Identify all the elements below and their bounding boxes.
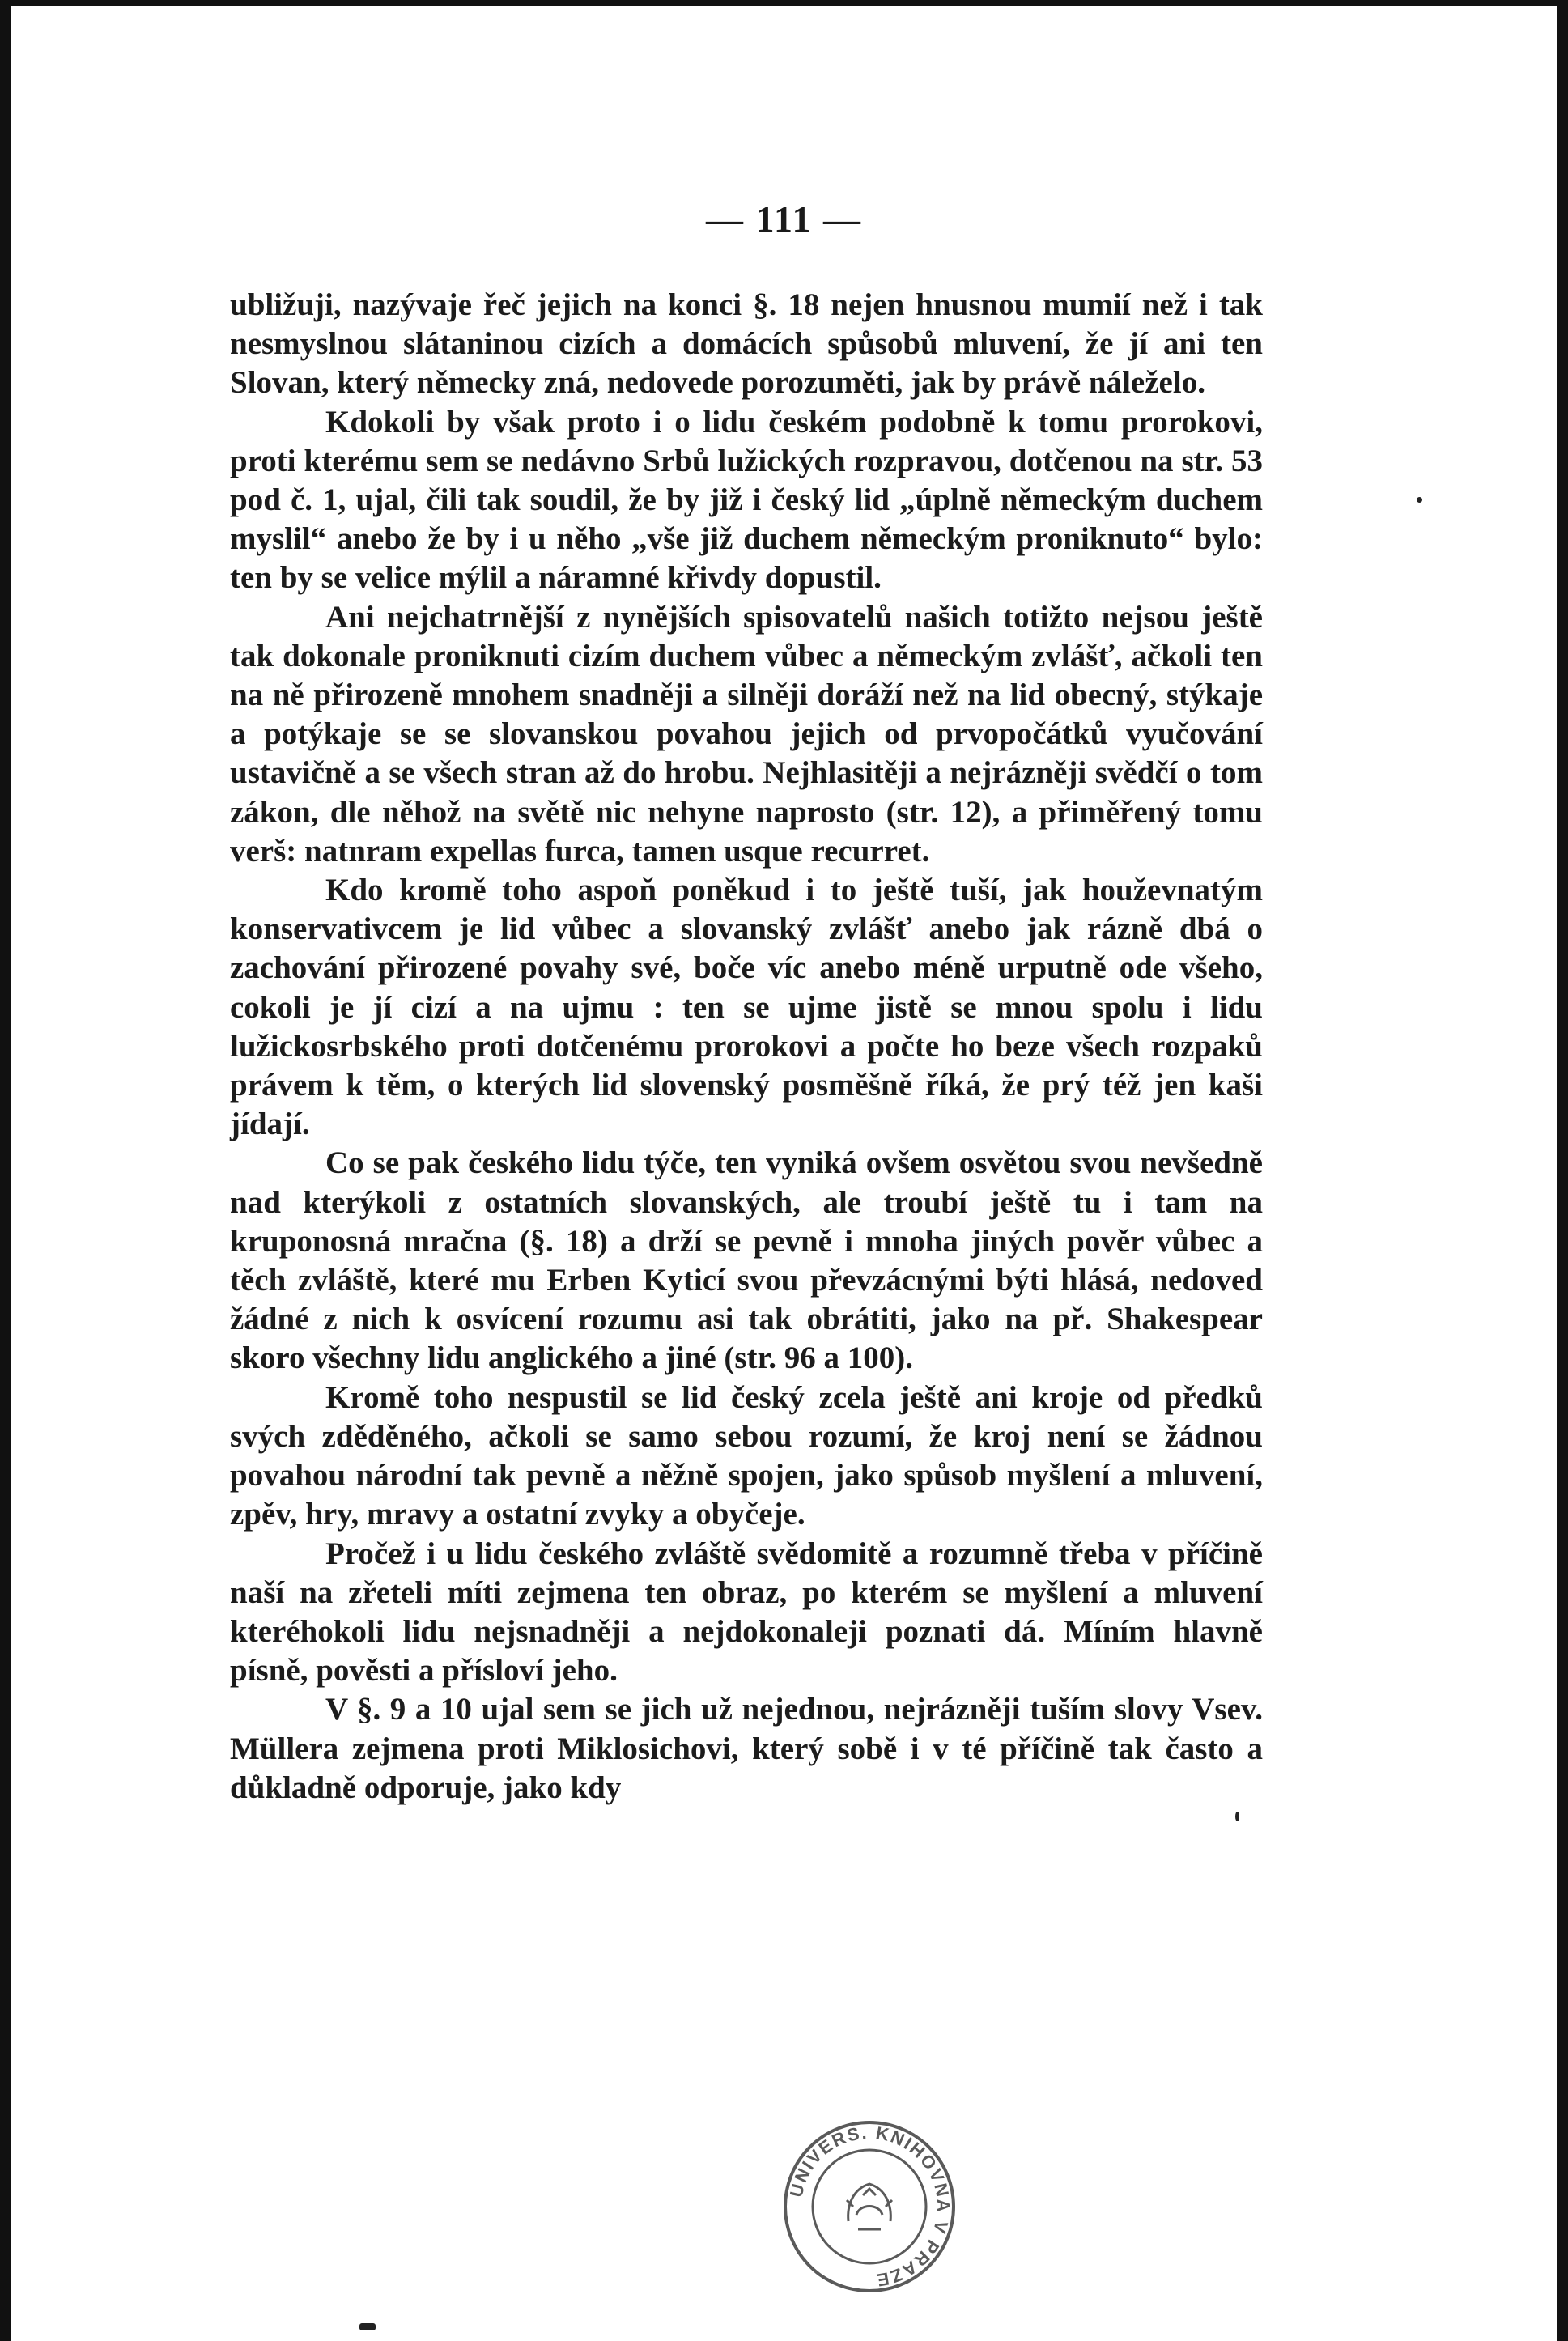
paragraph-3: Ani nejchatrnější z nynějších spisovatelů našich totižto nejsou ještě tak dokonale proniknuti cizím duchem vůbec a německým zvlášť, ačkoli ten na ně přirozeně mnohem snadněji a silněji doráží než na lid obecný, stýkaje a potýkaje se se slovanskou povahou jejich od prvopočátků vyučování ustavičně a se všech stran až do hrobu. Nejhlasitěji a nejrázněji svědčí o tom zákon, dle něhož na světě nic nehyne naprosto (str. 12), a přiměřený tomu verš: natnram expellas furca, tamen usque recurret.	[230, 599, 1263, 869]
dust-speck	[1235, 1812, 1239, 1821]
paragraph-7: Pročež i u lidu českého zvláště svědomitě a rozumně třeba v příčině naší na zřeteli míti zejmena ten obraz, po kterém se myšlení a mluvení kteréhokoli lidu nejsnadněji a nejdokonaleji poznati dá. Míním hlavně písně, pověsti a přísloví jeho.	[230, 1536, 1263, 1689]
page-number: — 111 —	[706, 198, 862, 240]
paragraph-6: Kromě toho nespustil se lid český zcela ještě ani kroje od předků svých zděděného, ačkoli se samo sebou rozumí, že kroj není se žádnou povahou národní tak pevně a něžně spojen, jako spůsob myšlení a mluvení, zpěv, hry, mravy a ostatní zvyky a obyčeje.	[230, 1379, 1263, 1532]
paragraph-2: Kdokoli by však proto i o lidu českém podobně k tomu prorokovi, proti kterému sem se nedávno Srbů lužických rozpravou, dotčenou na str. 53 pod č. 1, ujal, čili tak soudil, že by již i český lid „úplně německým duchem myslil“ anebo že by i u něho „vše již duchem německým proniknuto“ bylo: ten by se velice mýlil a náramné křivdy dopustil.	[230, 404, 1263, 596]
paragraph-5: Co se pak českého lidu týče, ten vyniká ovšem osvětou svou nevšedně nad kterýkoli z ostatních slovanských, ale troubí ještě tu i tam na kruponosná mračna (§. 18) a drží se pevně i mnoha jiných pověr vůbec a těch zvláště, které mu Erben Kyticí svou převzácnými býti hlásá, nedoved žádné z nich k osvícení rozumu asi tak obrátiti, jako na př. Shakespear skoro všechny lidu anglického a jiné (str. 96 a 100).	[230, 1145, 1263, 1376]
paragraph-1: ubližuji, nazývaje řeč jejich na konci §. 18 nejen hnusnou mumií než i tak nesmyslnou slátaninou cizích a domácích spůsobů mluvení, že jí ani ten Slovan, který německy zná, nedovede porozuměti, jak by právě náleželo.	[230, 287, 1263, 401]
body-text	[230, 286, 1263, 1808]
library-stamp-icon	[779, 2116, 960, 2297]
stamp-text: UNIVERS. KNIHOVNA V PRAZE	[785, 2122, 954, 2291]
paragraph-4: Kdo kromě toho aspoň poněkud i to ještě tuší, jak houževnatým konservativcem je lid vůbec a slovanský zvlášť anebo jak rázně dbá o zachování přirozené povahy své, boče víc anebo méně urputně ode všeho, cokoli je jí cizí a na ujmu : ten se ujme jistě se mnou spolu i lidu lužickosrbského proti dotčenému prorokovi a počte ho beze všech rozpaků právem k těm, o kterých lid slovenský posměšně říká, že prý též jen kaši jídají.	[230, 873, 1263, 1142]
dust-speck	[1417, 497, 1422, 503]
paragraph-8: V §. 9 a 10 ujal sem se jich už nejednou, nejrázněji tuším slovy Vsev. Müllera zejmena proti Miklosichovi, který sobě i v té příčině tak často a důkladně odporuje, jako kdy	[230, 1692, 1263, 1805]
dust-speck	[359, 2323, 376, 2330]
